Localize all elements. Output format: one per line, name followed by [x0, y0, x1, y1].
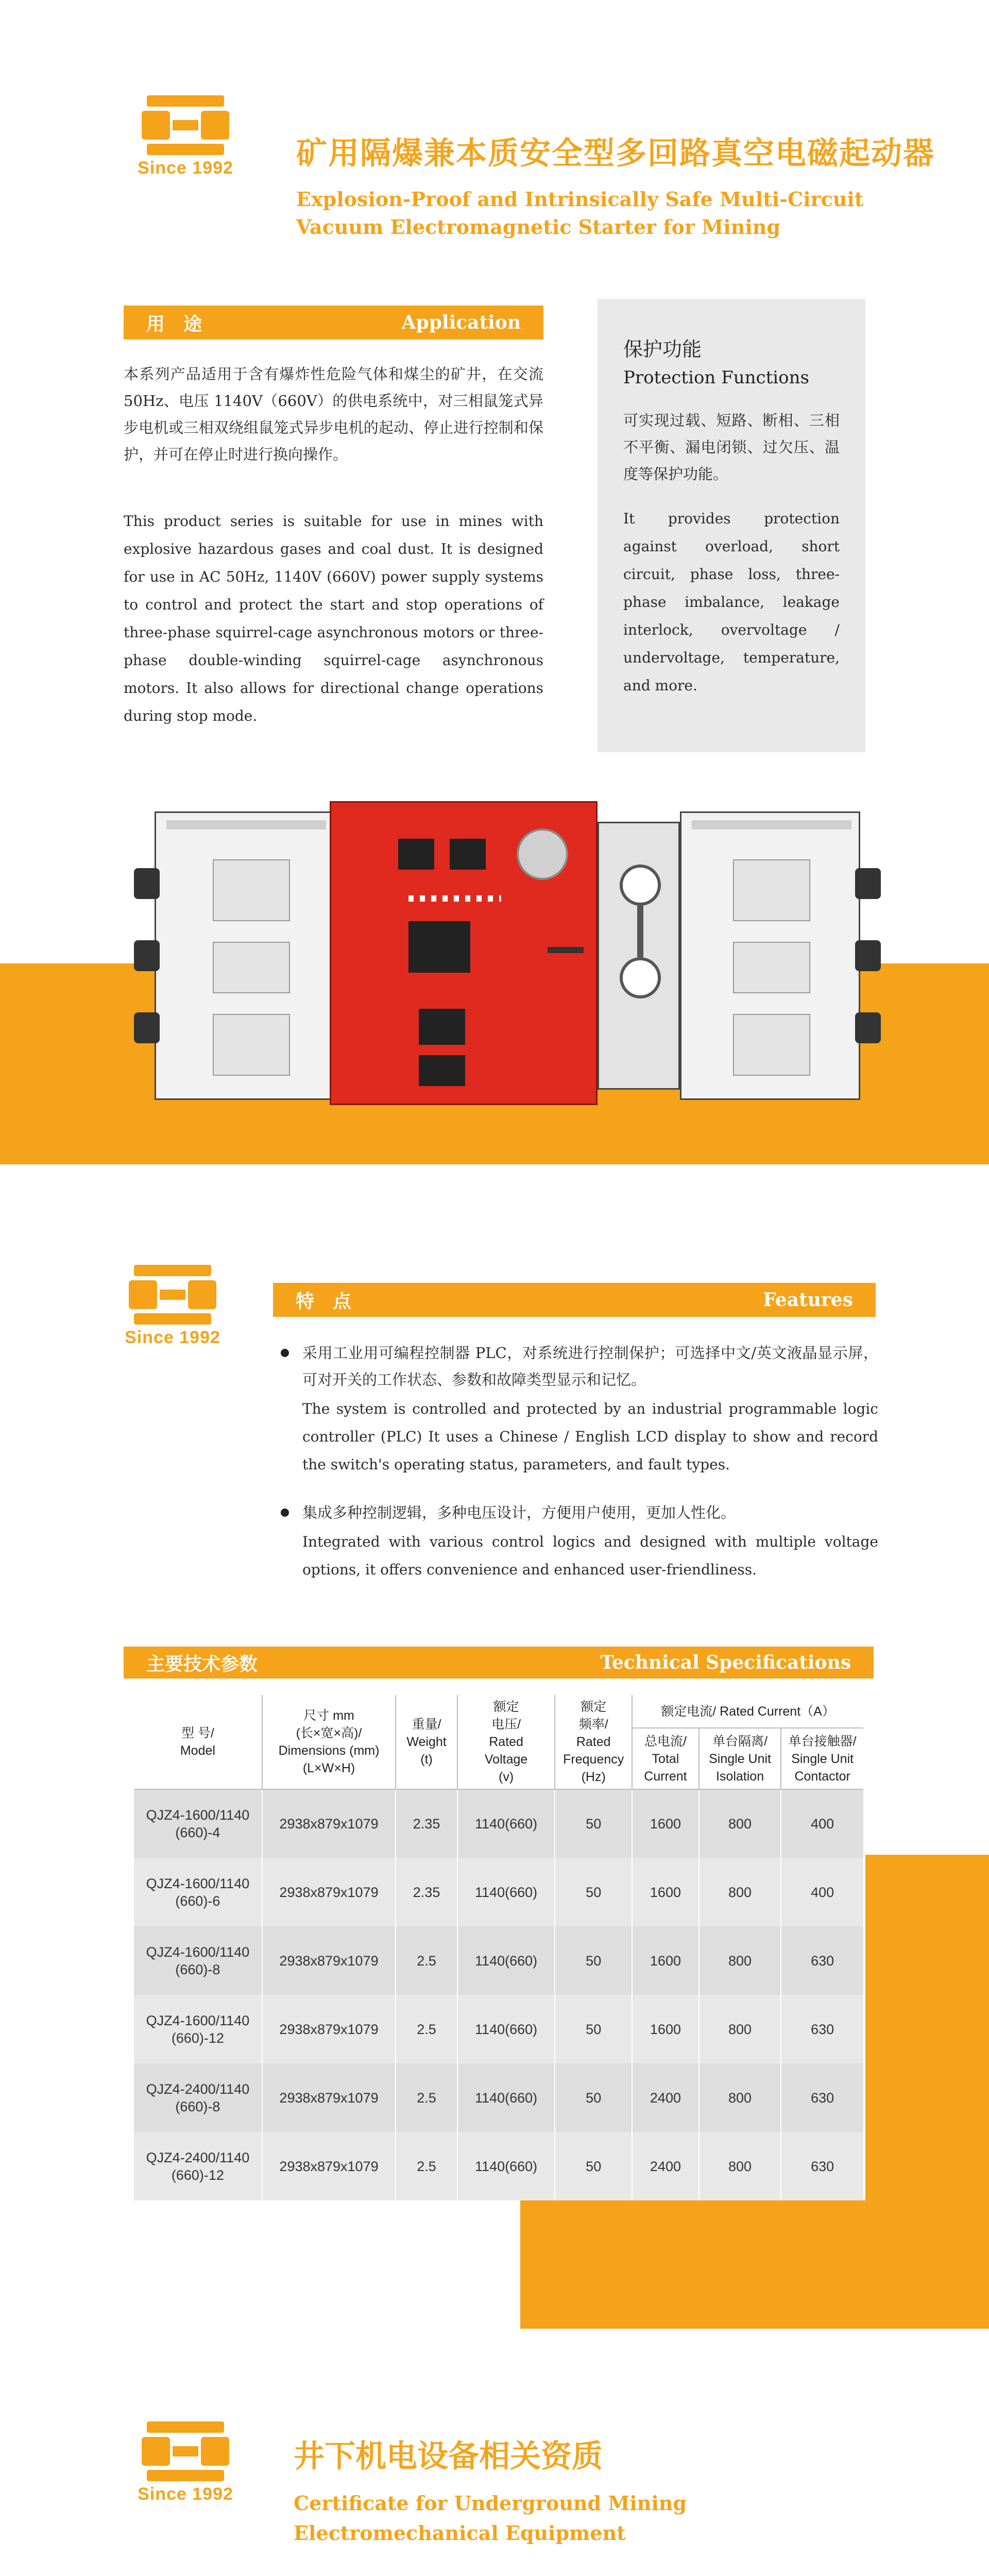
product-title-en-line1: Explosion-Proof and Intrinsically Safe Multi-Circuit	[296, 188, 864, 211]
features-label-cn: 特 点	[296, 1290, 352, 1312]
application-text-cn: 本系列产品适用于含有爆炸性危险气体和煤尘的矿井，在交流 50Hz、电压 1140V（660V）的供电系统中，对三相鼠笼式异步电机或三相双绕组鼠笼式异步电机的起动、停止进行控制和保护，并可在停止时进行换向操作。	[124, 365, 543, 463]
cell-weight: 2.5	[396, 1926, 457, 1995]
cell-dimensions: 2938x879x1079	[262, 1789, 396, 1858]
cell-frequency: 50	[555, 1995, 632, 2063]
cell-contactor: 630	[781, 2063, 863, 2132]
indicator-lights	[408, 895, 501, 902]
cabinet-left-panel	[155, 811, 335, 1100]
protection-panel	[598, 299, 865, 752]
application-label-en: Application	[401, 312, 521, 333]
cell-voltage: 1140(660)	[457, 1995, 555, 2063]
table-row	[134, 1858, 863, 1926]
features-label-en: Features	[763, 1289, 853, 1311]
cell-weight: 2.5	[396, 1995, 457, 2063]
h-logo-icon	[142, 95, 229, 155]
cell-voltage: 1140(660)	[457, 2132, 555, 2200]
cabinet-red-door	[330, 801, 598, 1105]
cell-total-current: 2400	[632, 2063, 699, 2132]
table-row	[134, 1926, 863, 1995]
cell-model: QJZ4-1600/1140 (660)-12	[134, 1995, 262, 2063]
cell-frequency: 50	[555, 1789, 632, 1858]
cell-total-current: 1600	[632, 1858, 699, 1926]
cable-gland-icon	[134, 868, 160, 899]
cert-title-cn: 井下机电设备相关资质	[294, 2438, 603, 2475]
col-total-current: 总电流/ Total Current	[632, 1728, 699, 1789]
feature-text-en: Integrated with various control logics and designed with multiple voltage options, it offers convenience and enhanced user-friendliness.	[302, 1533, 878, 1578]
feature-item	[281, 1340, 878, 1479]
cert-title-en	[294, 2488, 687, 2548]
feature-text-cn: 采用工业用可编程控制器 PLC，对系统进行控制保护；可选择中文/英文液晶显示屏，可对开关的工作状态、参数和故障类型显示和记忆。	[302, 1344, 878, 1388]
cell-isolation: 800	[699, 1926, 781, 1995]
cable-gland-icon	[134, 1012, 160, 1043]
since-label: Since 1992	[138, 2484, 233, 2504]
cell-total-current: 1600	[632, 1789, 699, 1858]
product-title-en	[296, 185, 863, 241]
specs-label-en: Technical Specifications	[600, 1652, 851, 1673]
cell-weight: 2.5	[396, 2132, 457, 2200]
cell-voltage: 1140(660)	[457, 1926, 555, 1995]
specs-table-wrap	[134, 1695, 865, 2200]
cable-gland-icon	[855, 940, 881, 971]
col-current-group: 额定电流/ Rated Current（A）	[632, 1695, 863, 1728]
handwheel-icon	[517, 828, 568, 880]
cell-frequency: 50	[555, 1926, 632, 1995]
cell-frequency: 50	[555, 2063, 632, 2132]
specs-table	[134, 1695, 863, 2200]
table-row	[134, 1995, 863, 2063]
cable-gland-icon	[855, 868, 881, 899]
since-label: Since 1992	[138, 158, 233, 178]
cell-total-current: 1600	[632, 1926, 699, 1995]
nameplate	[419, 1009, 465, 1045]
cell-dimensions: 2938x879x1079	[262, 1858, 396, 1926]
cell-contactor: 630	[781, 2132, 863, 2200]
cell-dimensions: 2938x879x1079	[262, 2132, 396, 2200]
lcd-window	[450, 839, 486, 870]
col-contactor: 单台接触器/ Single Unit Contactor	[781, 1728, 863, 1789]
specs-bar	[124, 1647, 874, 1679]
table-row	[134, 2063, 863, 2132]
cell-weight: 2.5	[396, 2063, 457, 2132]
feature-text-en: The system is controlled and protected by an industrial programmable logic controller (PLC) It uses a Chinese / English LCD display to show and record the switch's operating status, parameters, and fault types.	[302, 1400, 878, 1473]
cell-frequency: 50	[555, 1858, 632, 1926]
bullet-icon	[281, 1509, 289, 1517]
cell-isolation: 800	[699, 1858, 781, 1926]
cert-title-en-line2: Electromechanical Equipment	[294, 2521, 626, 2545]
col-voltage: 额定 电压/ Rated Voltage (v)	[457, 1695, 555, 1789]
brand-logo	[129, 2421, 242, 2504]
application-label-cn: 用 途	[146, 313, 202, 335]
cell-model: QJZ4-1600/1140 (660)-8	[134, 1926, 262, 1995]
nameplate	[419, 1055, 465, 1086]
cell-isolation: 800	[699, 2132, 781, 2200]
starter-cabinet-image	[134, 801, 881, 1105]
door-handle	[548, 947, 584, 953]
brand-logo	[129, 95, 242, 178]
cell-model: QJZ4-1600/1140 (660)-4	[134, 1789, 262, 1858]
operating-mechanism	[598, 822, 680, 1090]
cell-contactor: 400	[781, 1789, 863, 1858]
cabinet-right-panel	[680, 811, 860, 1100]
protection-text-en: It provides protection against overload, short circuit, phase loss, three-phase imbalance, leakage interlock, overvoltage / undervoltage, temperature, and more.	[623, 510, 840, 694]
features-list	[281, 1340, 878, 1584]
cell-voltage: 1140(660)	[457, 2063, 555, 2132]
cell-isolation: 800	[699, 1995, 781, 2063]
protection-label-cn: 保护功能	[623, 338, 702, 361]
brand-logo	[116, 1265, 229, 1348]
col-weight: 重量/ Weight (t)	[396, 1695, 457, 1789]
h-logo-icon	[142, 2421, 229, 2481]
cell-voltage: 1140(660)	[457, 1858, 555, 1926]
protection-text-cn: 可实现过载、短路、断相、三相不平衡、漏电闭锁、过欠压、温度等保护功能。	[623, 412, 840, 483]
protection-label-en: Protection Functions	[623, 367, 809, 388]
col-isolation: 单台隔离/ Single Unit Isolation	[699, 1728, 781, 1789]
cert-title-en-line1: Certificate for Underground Mining	[294, 2492, 687, 2515]
feature-item	[281, 1499, 878, 1584]
display-window	[408, 921, 470, 973]
col-dimensions: 尺寸 mm (长×宽×高)/ Dimensions (mm) (L×W×H)	[262, 1695, 396, 1789]
table-row	[134, 1789, 863, 1858]
cable-gland-icon	[855, 1012, 881, 1043]
col-frequency: 额定 频率/ Rated Frequency (Hz)	[555, 1695, 632, 1789]
cell-weight: 2.35	[396, 1789, 457, 1858]
cell-model: QJZ4-2400/1140 (660)-12	[134, 2132, 262, 2200]
cell-contactor: 630	[781, 1995, 863, 2063]
cable-gland-icon	[134, 940, 160, 971]
since-label: Since 1992	[125, 1328, 220, 1347]
specs-label-cn: 主要技术参数	[146, 1653, 258, 1675]
col-model: 型 号/ Model	[134, 1695, 262, 1789]
cell-frequency: 50	[555, 2132, 632, 2200]
feature-text-cn: 集成多种控制逻辑，多种电压设计，方便用户使用，更加人性化。	[302, 1504, 736, 1521]
cell-dimensions: 2938x879x1079	[262, 1926, 396, 1995]
h-logo-icon	[129, 1265, 216, 1325]
application-bar	[124, 306, 543, 340]
cell-isolation: 800	[699, 2063, 781, 2132]
cell-model: QJZ4-2400/1140 (660)-8	[134, 2063, 262, 2132]
table-row	[134, 2132, 863, 2200]
application-text-en: This product series is suitable for use in mines with explosive hazardous gases and coal dust. It is designed for use in AC 50Hz, 1140V (660V) power supply systems to control and protect the start and stop operations of three-phase squirrel-cage asynchronous motors or three-phase double-winding squirrel-cage asynchronous motors. It also allows for directional change operations during stop mode.	[124, 513, 543, 724]
lcd-window	[398, 839, 434, 870]
cell-weight: 2.35	[396, 1858, 457, 1926]
cell-dimensions: 2938x879x1079	[262, 2063, 396, 2132]
cell-model: QJZ4-1600/1140 (660)-6	[134, 1858, 262, 1926]
features-bar	[273, 1283, 876, 1317]
cell-isolation: 800	[699, 1789, 781, 1858]
product-title-en-line2: Vacuum Electromagnetic Starter for Mining	[296, 215, 780, 239]
cell-contactor: 400	[781, 1858, 863, 1926]
cell-voltage: 1140(660)	[457, 1789, 555, 1858]
product-title-cn: 矿用隔爆兼本质安全型多回路真空电磁起动器	[296, 135, 935, 172]
cell-dimensions: 2938x879x1079	[262, 1995, 396, 2063]
cell-total-current: 2400	[632, 2132, 699, 2200]
cell-contactor: 630	[781, 1926, 863, 1995]
bullet-icon	[281, 1349, 289, 1357]
cell-total-current: 1600	[632, 1995, 699, 2063]
